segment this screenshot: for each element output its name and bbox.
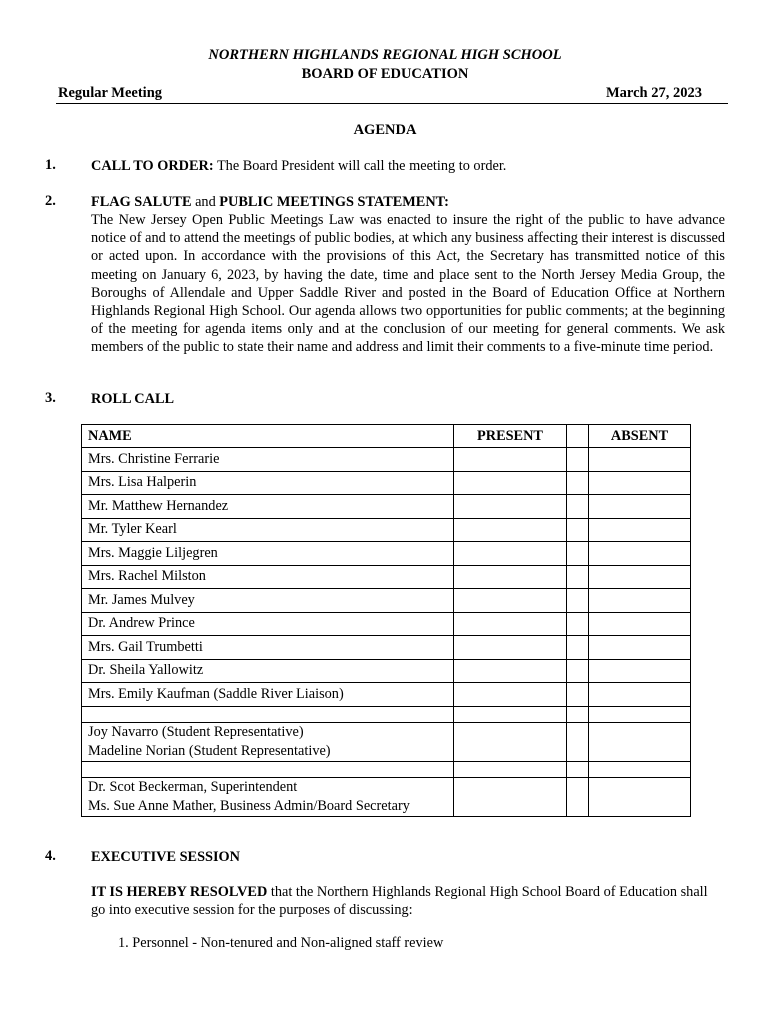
board-name: BOARD OF EDUCATION [301, 66, 469, 82]
table-row [82, 722, 691, 761]
member-name: Mrs. Emily Kaufman (Saddle River Liaison) [82, 683, 454, 707]
present-cell[interactable] [454, 542, 567, 566]
table-row [82, 636, 691, 660]
present-cell[interactable] [454, 495, 567, 519]
member-name: Mrs. Christine Ferrarie [82, 448, 454, 472]
administration-members [82, 777, 454, 816]
item-4-heading: EXECUTIVE SESSION [91, 849, 240, 865]
student-name: Madeline Norian (Student Representative) [88, 742, 331, 759]
table-row [82, 659, 691, 683]
item-1-heading: CALL TO ORDER: [91, 158, 214, 174]
present-cell[interactable] [454, 659, 567, 683]
resolution-text: that the Northern Highlands Regional High School Board of Education shall go into executive session for the purposes of discussing: [91, 884, 708, 919]
absent-cell[interactable] [589, 565, 691, 589]
col-header-name: NAME [82, 425, 454, 448]
admin-name: Dr. Scot Beckerman, Superintendent [88, 778, 298, 795]
present-cell[interactable] [454, 589, 567, 613]
item-2-heading [91, 193, 725, 211]
col-header-absent: ABSENT [589, 425, 691, 448]
absent-cell[interactable] [589, 589, 691, 613]
resolution-bold: IT IS HEREBY RESOLVED [91, 884, 268, 900]
absent-cell[interactable] [589, 612, 691, 636]
meeting-type: Regular Meeting [58, 85, 163, 101]
absent-cell[interactable] [589, 518, 691, 542]
item-2-number: 2. [45, 193, 56, 209]
meeting-date: March 27, 2023 [606, 85, 702, 101]
col-header-present: PRESENT [454, 425, 567, 448]
table-row [82, 777, 691, 816]
item-2-heading-b: PUBLIC MEETINGS STATEMENT: [219, 194, 449, 210]
member-name: Mr. James Mulvey [82, 589, 454, 613]
table-row [82, 542, 691, 566]
item-3-number: 3. [45, 390, 56, 406]
col-divider [567, 425, 589, 448]
member-name: Mrs. Lisa Halperin [82, 471, 454, 495]
present-cell[interactable] [454, 448, 567, 472]
member-name: Mrs. Maggie Liljegren [82, 542, 454, 566]
table-spacer-row [82, 706, 691, 722]
table-row [82, 471, 691, 495]
student-representatives [82, 722, 454, 761]
member-name: Mrs. Gail Trumbetti [82, 636, 454, 660]
table-row [82, 612, 691, 636]
absent-cell[interactable] [589, 448, 691, 472]
table-row [82, 565, 691, 589]
table-spacer-row [82, 761, 691, 777]
present-cell[interactable] [454, 612, 567, 636]
present-cell[interactable] [454, 518, 567, 542]
table-row [82, 495, 691, 519]
absent-cell[interactable] [589, 683, 691, 707]
meeting-info-bar [56, 84, 728, 104]
school-name: NORTHERN HIGHLANDS REGIONAL HIGH SCHOOL [208, 47, 562, 63]
present-cell[interactable] [454, 722, 567, 761]
table-row [82, 448, 691, 472]
item-1-number: 1. [45, 157, 56, 173]
item-1-call-to-order [91, 157, 725, 175]
public-meetings-statement: The New Jersey Open Public Meetings Law was enacted to insure the right of the public to have advance notice of and to attend the meetings of public bodies, at which any business affecting their interest is discussed or acted upon. In accordance with the provisions of this Act, the Secretary has transmitted notice of this meeting on January 6, 2023, by having the date, time and place sent to the North Jersey Media Group, the Boroughs of Allendale and Upper Saddle River and posted in the Board of Education Office at Northern Highlands Regional High School. Our agenda allows two opportunities for public comments; at the beginning of the meeting for agenda items only and at the conclusion of our meeting for general comments. We ask members of the public to state their name and address and limit their comments to a five-minute time period. [91, 212, 725, 356]
present-cell[interactable] [454, 471, 567, 495]
member-name: Mr. Matthew Hernandez [82, 495, 454, 519]
item-3-heading: ROLL CALL [91, 391, 175, 407]
member-name: Dr. Andrew Prince [82, 612, 454, 636]
present-cell[interactable] [454, 777, 567, 816]
roll-call-table [81, 424, 691, 817]
student-name: Joy Navarro (Student Representative) [88, 723, 304, 740]
present-cell[interactable] [454, 683, 567, 707]
roll-call-header-row [82, 425, 691, 448]
present-cell[interactable] [454, 565, 567, 589]
table-row [82, 683, 691, 707]
executive-session-topic: 1. Personnel - Non-tenured and Non-aligned staff review [118, 935, 444, 951]
absent-cell[interactable] [589, 659, 691, 683]
agenda-title: AGENDA [353, 122, 417, 138]
absent-cell[interactable] [589, 636, 691, 660]
item-1-text: The Board President will call the meeting to order. [213, 158, 507, 174]
executive-session-resolution [91, 883, 725, 919]
absent-cell[interactable] [589, 722, 691, 761]
present-cell[interactable] [454, 636, 567, 660]
absent-cell[interactable] [589, 777, 691, 816]
item-2-heading-and: and [191, 194, 220, 210]
member-name: Mr. Tyler Kearl [82, 518, 454, 542]
admin-name: Ms. Sue Anne Mather, Business Admin/Board Secretary [88, 797, 410, 814]
item-4-number: 4. [45, 848, 56, 864]
absent-cell[interactable] [589, 471, 691, 495]
table-row [82, 518, 691, 542]
absent-cell[interactable] [589, 495, 691, 519]
member-name: Dr. Sheila Yallowitz [82, 659, 454, 683]
item-2-heading-a: FLAG SALUTE [91, 194, 192, 210]
member-name: Mrs. Rachel Milston [82, 565, 454, 589]
table-row [82, 589, 691, 613]
absent-cell[interactable] [589, 542, 691, 566]
